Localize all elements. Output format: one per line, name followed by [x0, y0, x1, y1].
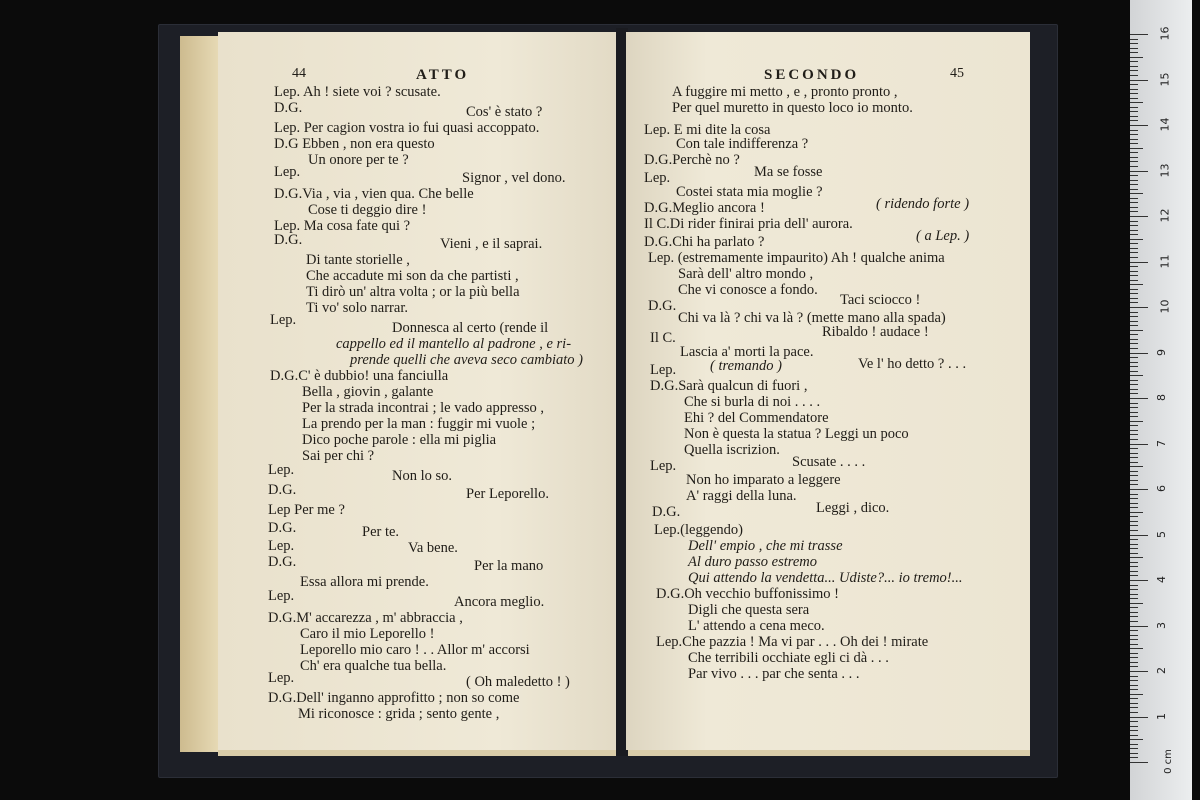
text-line: Non lo so. [392, 468, 453, 484]
ruler-tick [1130, 707, 1138, 708]
ruler-tick [1130, 98, 1138, 99]
text-line: D.G.Perchè no ? [644, 152, 740, 168]
text-line: Dico poche parole : ella mi piglia [302, 432, 497, 448]
ruler-tick [1130, 239, 1143, 240]
ruler-tick [1130, 252, 1138, 253]
text-line: Scusate . . . . [792, 454, 866, 470]
ruler-tick [1130, 152, 1138, 153]
text-line: Il C.Di rider finirai pria dell' aurora. [644, 216, 853, 232]
ruler-tick [1130, 161, 1138, 162]
text-line: Chi va là ? chi va là ? (mette mano alla spada) [678, 310, 946, 326]
left-page [218, 32, 618, 750]
ruler-tick [1130, 498, 1138, 499]
text-line: Lep. [268, 588, 295, 604]
ruler-tick [1130, 512, 1143, 513]
ruler-tick [1130, 125, 1148, 126]
text-line: Lep. Per cagion vostra io fui quasi accoppato. [274, 120, 540, 136]
ruler-tick [1130, 380, 1138, 381]
ruler-tick [1130, 544, 1138, 545]
text-line: Sai per chi ? [302, 448, 375, 464]
text-line: D.G. [652, 504, 681, 520]
text-line: D.G.M' accarezza , m' abbraccia , [268, 610, 463, 626]
ruler-tick [1130, 398, 1148, 399]
text-line: Bella , giovin , galante [302, 384, 434, 400]
ruler-tick [1130, 111, 1138, 112]
ruler-tick [1130, 621, 1138, 622]
ruler-tick [1130, 712, 1138, 713]
text-line: ( Oh maledetto ! ) [466, 674, 570, 690]
text-line: Ma se fosse [754, 164, 823, 180]
text-line: Donnesca al certo (rende il [392, 320, 549, 336]
text-line: Ribaldo ! audace ! [822, 324, 929, 340]
text-line: Ehi ? del Commendatore [684, 410, 829, 426]
ruler-tick [1130, 307, 1148, 308]
ruler-tick [1130, 575, 1138, 576]
ruler-tick [1130, 334, 1138, 335]
page-number: 44 [292, 66, 306, 81]
ruler-tick [1130, 671, 1148, 672]
text-line: Per Leporello. [466, 486, 549, 502]
ruler-tick [1130, 211, 1138, 212]
stage-direction: ( a Lep. ) [916, 228, 970, 244]
ruler-tick [1130, 134, 1138, 135]
ruler-tick [1130, 330, 1143, 331]
ruler-tick [1130, 130, 1138, 131]
ruler-tick [1130, 644, 1138, 645]
text-line: Cos' è stato ? [466, 104, 543, 120]
ruler-tick [1130, 680, 1138, 681]
ruler-tick [1130, 616, 1138, 617]
text-line: D.G Ebben , non era questo [274, 136, 435, 152]
text-line: D.G. [274, 100, 303, 116]
ruler-tick [1130, 184, 1138, 185]
ruler-tick [1130, 143, 1138, 144]
ruler-tick [1130, 726, 1138, 727]
text-line: Lep. [270, 312, 297, 328]
ruler-tick [1130, 503, 1138, 504]
right-page [626, 32, 1030, 750]
text-line: D.G.C' è dubbio! una fanciulla [270, 368, 449, 384]
text-line: Lep. (estremamente impaurito) Ah ! qualche anima [648, 250, 945, 266]
text-line: D.G. [648, 298, 677, 314]
ruler-tick [1130, 202, 1138, 203]
ruler-tick [1130, 189, 1138, 190]
ruler-tick [1130, 666, 1138, 667]
ruler-tick [1130, 362, 1138, 363]
ruler-tick [1130, 366, 1138, 367]
ruler-tick [1130, 52, 1138, 53]
ruler-tick [1130, 480, 1138, 481]
ruler-tick [1130, 312, 1138, 313]
text-line: Per quel muretto in questo loco io monto. [672, 100, 913, 116]
text-line: Lep. [268, 462, 295, 478]
ruler-number: 14 [1158, 117, 1172, 132]
text-line: Leporello mio caro ! . . Allor m' accorsi [300, 642, 530, 658]
text-line: D.G.Oh vecchio buffonissimo ! [656, 586, 839, 602]
ruler-tick [1130, 157, 1138, 158]
ruler-tick [1130, 589, 1138, 590]
ruler-tick [1130, 266, 1138, 267]
ruler-tick [1130, 257, 1138, 258]
text-line: L' attendo a cena meco. [688, 618, 825, 634]
ruler-tick [1130, 120, 1138, 121]
ruler-tick [1130, 343, 1138, 344]
text-line: Per la strada incontrai ; le vado appresso , [302, 400, 544, 416]
ruler-tick [1130, 357, 1138, 358]
text-line: Vieni , e il saprai. [440, 236, 543, 252]
ruler-tick [1130, 302, 1138, 303]
ruler-tick [1130, 207, 1138, 208]
ruler-tick [1130, 225, 1138, 226]
ruler-tick [1130, 698, 1138, 699]
ruler-tick [1130, 657, 1138, 658]
ruler-tick [1130, 339, 1138, 340]
text-line: D.G. [268, 482, 297, 498]
ruler-tick [1130, 444, 1148, 445]
ruler-number: 9 [1155, 348, 1168, 356]
text-line: Che terribili occhiate egli ci dà . . . [688, 650, 889, 666]
text-line: Leggi , dico. [816, 500, 890, 516]
ruler-tick [1130, 80, 1148, 81]
page-number: 45 [950, 66, 964, 81]
ruler-tick [1130, 453, 1138, 454]
ruler-tick [1130, 530, 1138, 531]
ruler-tick [1130, 457, 1138, 458]
ruler-tick [1130, 694, 1143, 695]
ruler-tick [1130, 607, 1138, 608]
ruler-tick [1130, 407, 1138, 408]
ruler-tick [1130, 612, 1138, 613]
ruler-unit-label: 0 cm [1162, 749, 1174, 774]
ruler-tick [1130, 571, 1138, 572]
text-line: Sarà dell' altro mondo , [678, 266, 814, 282]
text-line: D.G. [268, 520, 297, 536]
text-line: Lep. [650, 458, 677, 474]
ruler-tick [1130, 293, 1138, 294]
ruler-number: 7 [1155, 439, 1168, 447]
text-line: Non ho imparato a leggere [686, 472, 841, 488]
text-line: Lep.(leggendo) [654, 522, 743, 538]
ruler-tick [1130, 393, 1138, 394]
ruler-tick [1130, 166, 1138, 167]
ruler-tick [1130, 298, 1138, 299]
ruler-tick [1130, 748, 1138, 749]
ruler-number: 3 [1155, 621, 1168, 629]
ruler-tick [1130, 630, 1138, 631]
ruler-tick [1130, 494, 1138, 495]
ruler-tick [1130, 762, 1148, 763]
ruler-number: 15 [1158, 72, 1172, 86]
text-line: Taci sciocco ! [840, 292, 921, 308]
ruler-tick [1130, 635, 1138, 636]
text-line: Il C. [650, 330, 676, 346]
ruler-tick [1130, 648, 1143, 649]
ruler-tick [1130, 371, 1138, 372]
ruler-number: 13 [1158, 163, 1172, 177]
ruler-tick [1130, 57, 1143, 58]
running-header: ATTO [416, 67, 470, 83]
ruler-tick [1130, 548, 1138, 549]
ruler-tick [1130, 107, 1138, 108]
text-line: Ti vo' solo narrar. [306, 300, 408, 316]
ruler-number: 1 [1155, 712, 1168, 720]
ruler-tick [1130, 384, 1138, 385]
text-line: Par vivo . . . par che senta . . . [688, 666, 860, 682]
ruler-number: 8 [1155, 394, 1168, 401]
ruler-tick [1130, 348, 1138, 349]
ruler-tick [1130, 603, 1143, 604]
ruler-tick [1130, 562, 1138, 563]
text-line: Per la mano [474, 558, 544, 574]
text-line: D.G.Via , via , vien qua. Che belle [274, 186, 474, 202]
text-line: Lep Per me ? [268, 502, 345, 518]
ruler-tick [1130, 193, 1143, 194]
text-line: Lep. [268, 538, 295, 554]
text-line: Lep. [644, 170, 671, 186]
text-line: Lep.Che pazzia ! Ma vi par . . . Oh dei ! mirate [656, 634, 929, 650]
text-line: Ti dirò un' altra volta ; or la più bella [306, 284, 520, 300]
ruler-tick [1130, 521, 1138, 522]
stage-direction: Qui attendo la vendetta... Udiste?... io tremo!... [688, 570, 963, 586]
ruler-tick [1130, 284, 1143, 285]
ruler-tick [1130, 539, 1138, 540]
stage-direction: prende quelli che aveva seco cambiato ) [350, 352, 583, 368]
ruler-tick [1130, 48, 1138, 49]
text-line: Lep. Ma cosa fate qui ? [274, 218, 411, 234]
stage-direction: Al duro passo estremo [688, 554, 818, 570]
ruler-tick [1130, 471, 1138, 472]
ruler-tick [1130, 439, 1138, 440]
text-line: Che vi conosce a fondo. [678, 282, 818, 298]
text-line: D.G. [268, 554, 297, 570]
ruler-tick [1130, 489, 1148, 490]
ruler-tick [1130, 75, 1138, 76]
ruler-tick [1130, 535, 1148, 536]
text-line: Cose ti deggio dire ! [308, 202, 427, 218]
ruler-tick [1130, 739, 1143, 740]
ruler-tick [1130, 70, 1138, 71]
ruler-tick [1130, 389, 1138, 390]
ruler-tick [1130, 175, 1138, 176]
ruler-tick [1130, 262, 1148, 263]
ruler-tick [1130, 325, 1138, 326]
ruler-number: 12 [1158, 208, 1172, 223]
ruler-tick [1130, 421, 1143, 422]
text-line: Lascia a' morti la pace. [680, 344, 814, 360]
ruler-tick [1130, 171, 1148, 172]
stage-direction: cappello ed il mantello al padrone , e ri- [336, 336, 572, 352]
text-line: La prendo per la man : fuggir mi vuole ; [302, 416, 536, 432]
text-line: Lep. [650, 362, 677, 378]
ruler-number: 6 [1155, 485, 1168, 492]
ruler-tick [1130, 275, 1138, 276]
text-line: A fuggire mi metto , e , pronto pronto , [672, 84, 898, 100]
text-line: Lep. [274, 164, 301, 180]
ruler-tick [1130, 662, 1138, 663]
ruler-tick [1130, 553, 1138, 554]
ruler-tick [1130, 580, 1148, 581]
ruler-tick [1130, 216, 1148, 217]
ruler-tick [1130, 243, 1138, 244]
text-line: Non è questa la statua ? Leggi un poco [684, 426, 909, 442]
ruler-number: 5 [1155, 530, 1168, 538]
ruler-tick [1130, 375, 1143, 376]
ruler-tick [1130, 557, 1143, 558]
ruler-tick [1130, 448, 1138, 449]
ruler-tick [1130, 730, 1138, 731]
ruler-tick [1130, 180, 1138, 181]
ruler-tick [1130, 102, 1143, 103]
stage-direction: ( tremando ) [710, 358, 782, 374]
stage-direction: Dell' empio , che mi trasse [688, 538, 843, 554]
text-line: Digli che questa sera [688, 602, 810, 618]
ruler-tick [1130, 221, 1138, 222]
ruler-tick [1130, 430, 1138, 431]
ruler-tick [1130, 626, 1148, 627]
ruler-number: 4 [1155, 576, 1168, 583]
ruler-tick [1130, 66, 1138, 67]
ruler-tick [1130, 753, 1138, 754]
text-line: Quella iscrizion. [684, 442, 780, 458]
ruler-number: 10 [1158, 299, 1172, 314]
ruler-tick [1130, 353, 1148, 354]
text-line: Ch' era qualche tua bella. [300, 658, 447, 674]
ruler-tick [1130, 594, 1138, 595]
ruler-tick [1130, 139, 1138, 140]
ruler-tick [1130, 735, 1138, 736]
ruler-tick [1130, 93, 1138, 94]
text-line: D.G.Sarà qualcun di fuori , [650, 378, 808, 394]
ruler-tick [1130, 516, 1138, 517]
ruler-tick [1130, 234, 1138, 235]
ruler-tick [1130, 475, 1138, 476]
ruler-tick [1130, 744, 1138, 745]
ruler-tick [1130, 484, 1138, 485]
stage-direction: ( ridendo forte ) [876, 196, 970, 212]
text-line: Ve l' ho detto ? . . . [858, 356, 967, 372]
ruler-tick [1130, 39, 1138, 40]
ruler-tick [1130, 230, 1138, 231]
ruler-number: 16 [1158, 26, 1172, 41]
ruler-tick [1130, 585, 1138, 586]
text-line: Essa allora mi prende. [300, 574, 429, 590]
text-line: Ancora meglio. [454, 594, 545, 610]
ruler-tick [1130, 703, 1138, 704]
ruler-tick [1130, 148, 1143, 149]
text-line: Lep. [268, 670, 295, 686]
text-line: Con tale indifferenza ? [676, 136, 809, 152]
ruler-tick [1130, 462, 1138, 463]
ruler-tick [1130, 598, 1138, 599]
text-line: Lep. E mi dite la cosa [644, 122, 771, 138]
ruler-tick [1130, 566, 1138, 567]
running-header: SECONDO [764, 67, 860, 83]
text-line: Che si burla di noi . . . . [684, 394, 821, 410]
ruler-tick [1130, 425, 1138, 426]
ruler-tick [1130, 416, 1138, 417]
text-line: Di tante storielle , [306, 252, 410, 268]
ruler-tick [1130, 653, 1138, 654]
ruler-tick [1130, 412, 1138, 413]
ruler-tick [1130, 116, 1138, 117]
text-line: Per te. [362, 524, 400, 540]
text-line: Signor , vel dono. [462, 170, 566, 186]
ruler-tick [1130, 721, 1138, 722]
ruler-tick [1130, 639, 1138, 640]
ruler-tick [1130, 757, 1138, 758]
text-line: Va bene. [408, 540, 458, 556]
text-line: D.G. [274, 232, 303, 248]
ruler-tick [1130, 198, 1138, 199]
ruler-tick [1130, 289, 1138, 290]
ruler-tick [1130, 89, 1138, 90]
ruler-tick [1130, 717, 1148, 718]
ruler-tick [1130, 676, 1138, 677]
ruler-number: 2 [1155, 667, 1168, 674]
ruler-tick [1130, 685, 1138, 686]
ruler-tick [1130, 434, 1138, 435]
ruler-tick [1130, 61, 1138, 62]
text-line: D.G.Dell' inganno approfitto ; non so come [268, 690, 520, 706]
ruler-tick [1130, 316, 1138, 317]
ruler-tick [1130, 507, 1138, 508]
ruler-tick [1130, 321, 1138, 322]
ruler-tick [1130, 34, 1148, 35]
text-line: Caro il mio Leporello ! [300, 626, 435, 642]
text-line: D.G.Meglio ancora ! [644, 200, 765, 216]
text-line: Mi riconosce : grida ; sento gente , [298, 706, 500, 722]
ruler-number: 11 [1158, 254, 1172, 268]
text-line: Che accadute mi son da che partisti , [306, 268, 519, 284]
text-line: A' raggi della luna. [686, 488, 797, 504]
ruler-tick [1130, 271, 1138, 272]
text-line: Lep. Ah ! siete voi ? scusate. [274, 84, 441, 100]
ruler-tick [1130, 689, 1138, 690]
ruler-tick [1130, 280, 1138, 281]
text-line: Un onore per te ? [308, 152, 409, 168]
text-line: D.G.Chi ha parlato ? [644, 234, 765, 250]
ruler-tick [1130, 403, 1138, 404]
ruler-tick [1130, 525, 1138, 526]
ruler-tick [1130, 248, 1138, 249]
ruler-tick [1130, 84, 1138, 85]
measurement-ruler [1130, 0, 1192, 800]
text-line: Costei stata mia moglie ? [676, 184, 823, 200]
page-edges-left [180, 36, 218, 752]
ruler-tick [1130, 43, 1138, 44]
ruler-tick [1130, 466, 1143, 467]
